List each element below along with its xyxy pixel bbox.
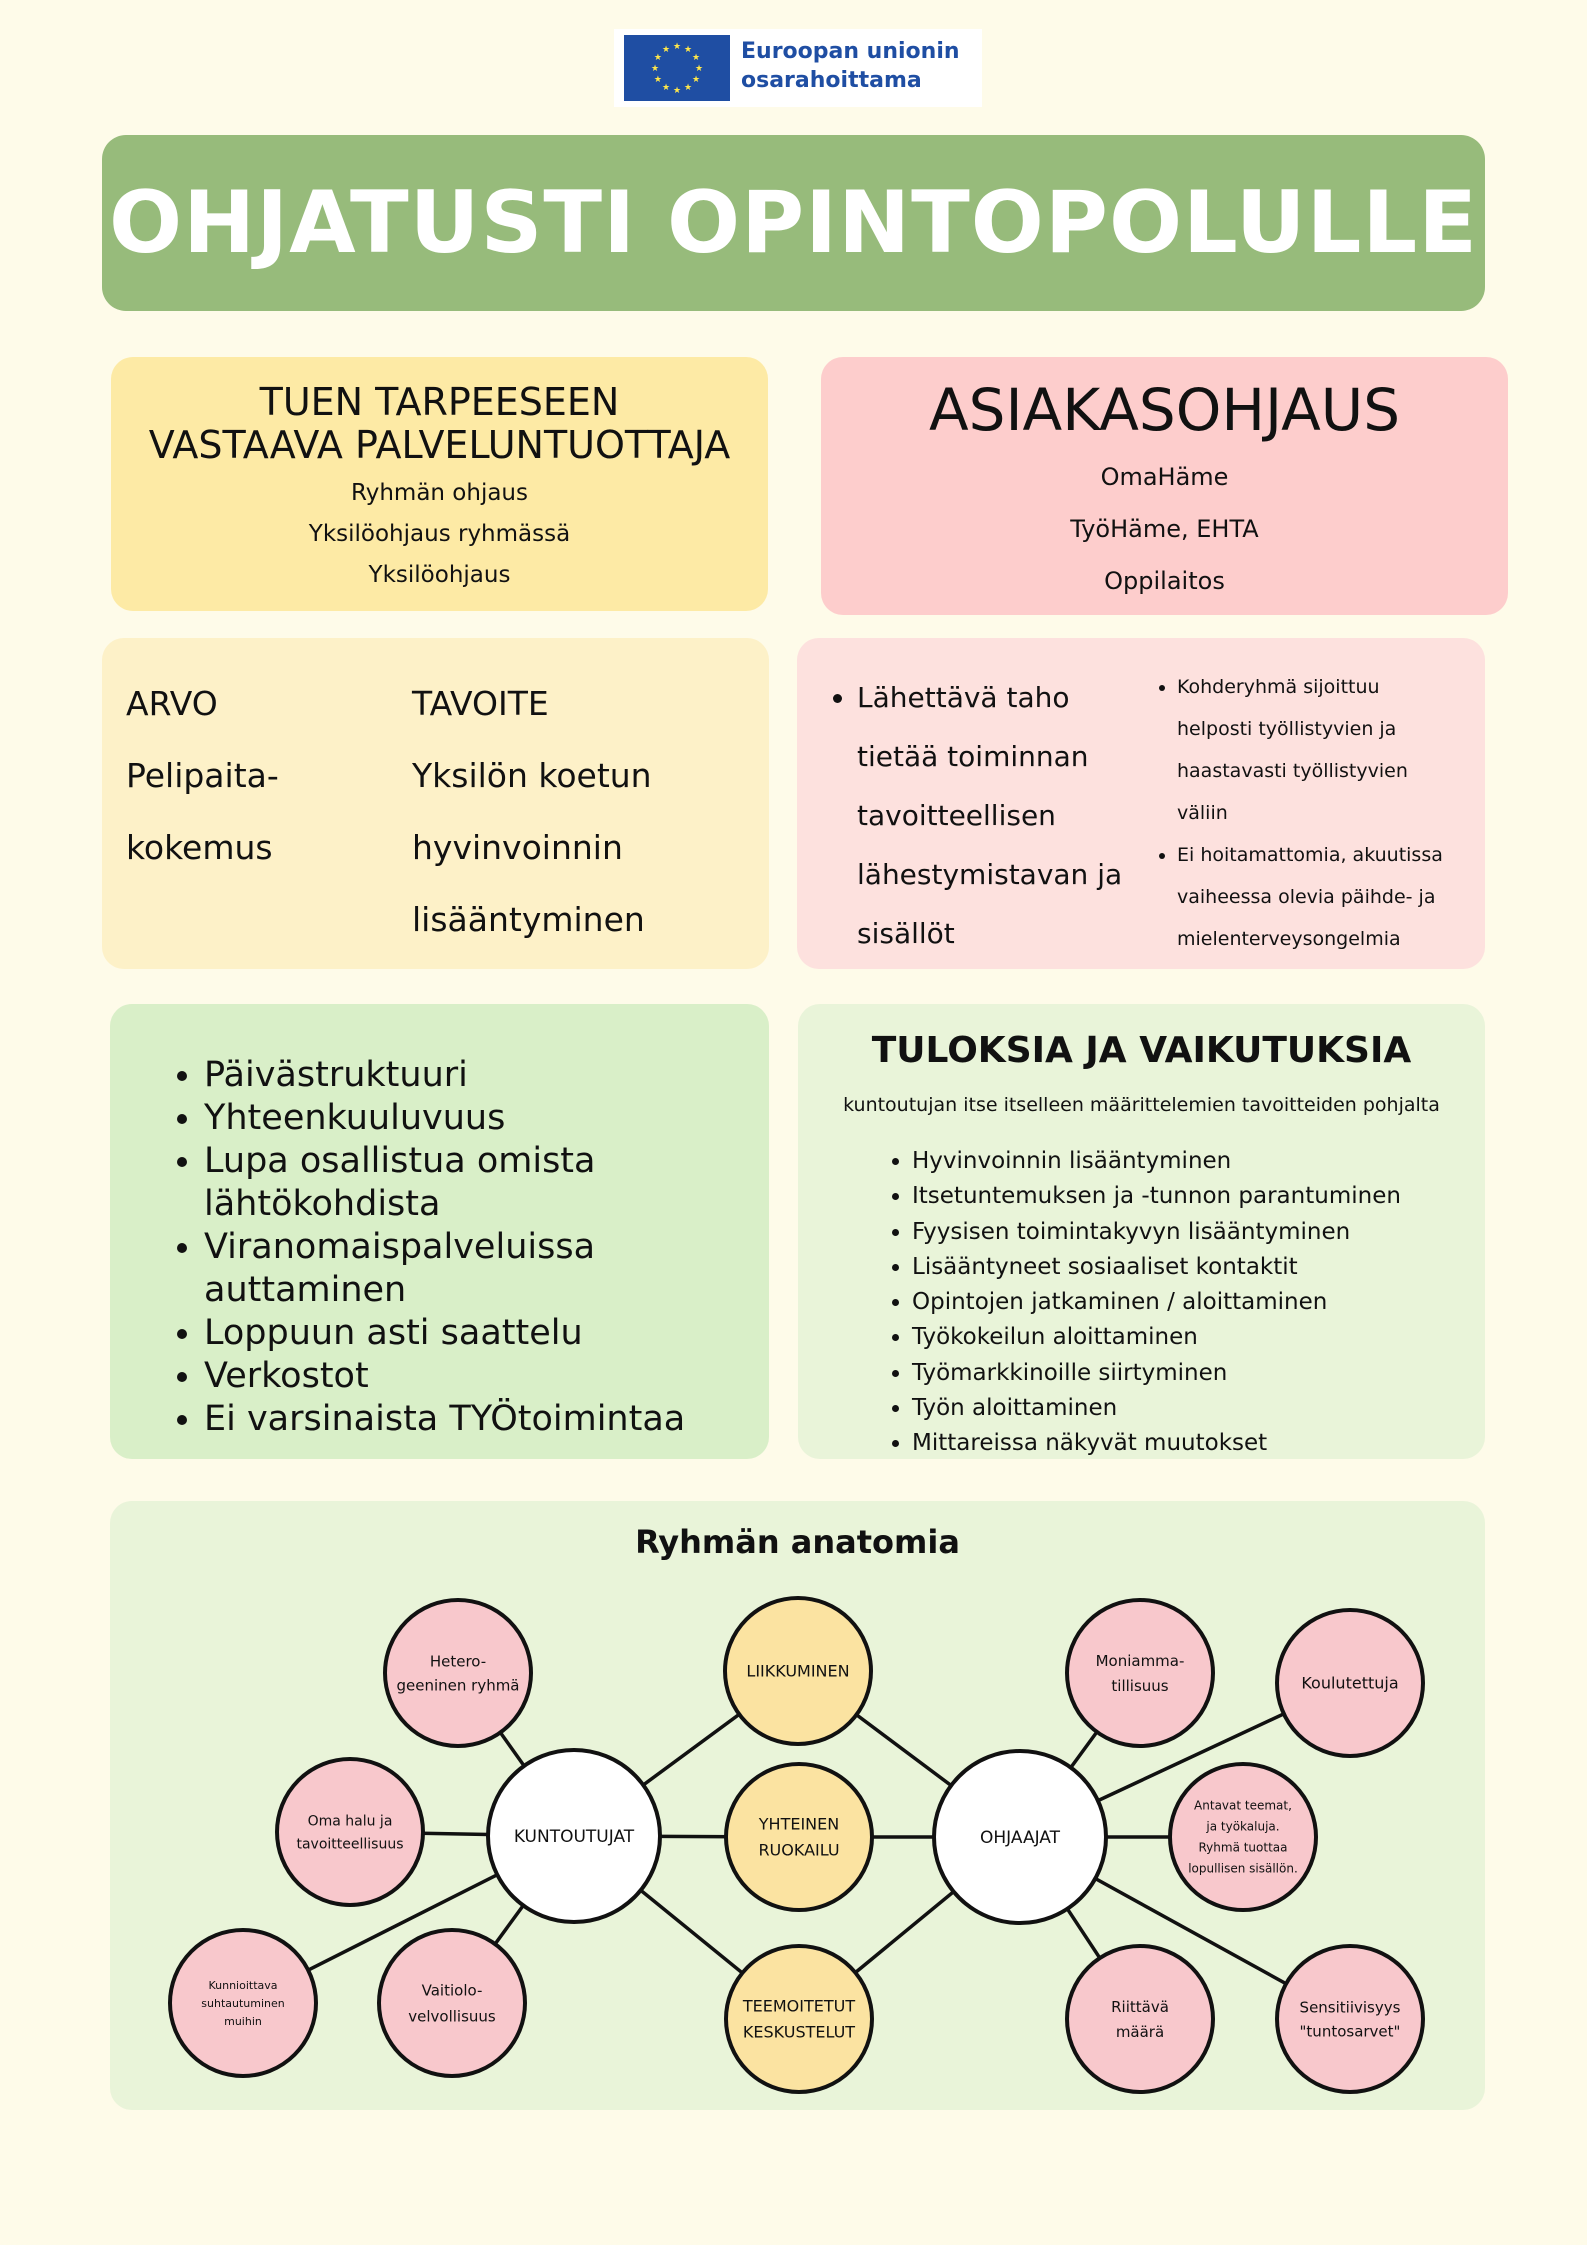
node-label: Riittävä <box>1111 1997 1169 2016</box>
node-circle <box>1067 1946 1213 2092</box>
node-kunnioitus <box>170 1930 316 2076</box>
result-item: • Työkokeilun aloittaminen <box>912 1320 1492 1355</box>
feature-line: Yhteenkuuluvuus <box>204 1098 506 1138</box>
node-label: Kunnioittava <box>208 1978 278 1992</box>
results-list <box>888 1144 1492 1462</box>
eu-star-icon: ★ <box>672 86 682 96</box>
title-banner <box>102 135 1485 311</box>
node-label: RUOKAILU <box>758 1840 840 1860</box>
target-group-item <box>1177 666 1497 834</box>
feature-item <box>204 1355 784 1398</box>
node-moniamma <box>1067 1600 1213 1746</box>
node-ruokailu <box>726 1764 872 1910</box>
client-guidance-card <box>821 357 1508 615</box>
eu-logo-line1: Euroopan unionin <box>741 39 960 64</box>
goal-line: hyvinvoinnin <box>412 828 623 867</box>
sender-item <box>857 668 1157 963</box>
provider-card <box>111 357 768 611</box>
result-item: • Lisääntyneet sosiaaliset kontaktit <box>912 1250 1492 1285</box>
feature-line: Lupa osallistua omista <box>204 1141 596 1181</box>
eu-star-icon: ★ <box>653 53 662 63</box>
client-guidance-heading: ASIAKASOHJAUS <box>928 376 1401 444</box>
page-title: OHJATUSTI OPINTOPOLULLE <box>109 173 1478 273</box>
value-line: Pelipaita- <box>126 756 279 795</box>
eu-flag-icon <box>624 35 730 101</box>
eu-cofunded-logo <box>614 29 982 107</box>
node-label: tavoitteellisuus <box>296 1836 404 1853</box>
sender-line: lähestymistavan ja <box>857 858 1123 891</box>
node-label: TEEMOITETUT <box>742 1996 856 2016</box>
result-item: • Hyvinvoinnin lisääntyminen <box>912 1144 1492 1179</box>
sender-line: Lähettävä taho <box>857 681 1070 714</box>
provider-items <box>111 473 768 596</box>
node-label: ja työkaluja. <box>1206 1819 1280 1834</box>
feature-line: Viranomaispalveluissa <box>204 1227 596 1267</box>
node-koulutettuja <box>1277 1610 1423 1756</box>
eu-star-icon: ★ <box>650 64 660 74</box>
provider-item: Ryhmän ohjaus <box>351 480 528 506</box>
eu-star-icon: ★ <box>692 53 701 63</box>
node-circle <box>379 1930 525 2076</box>
node-sensitiivisyys <box>1277 1946 1423 2092</box>
node-label: lopullisen sisällön. <box>1188 1861 1298 1876</box>
node-circle <box>1277 1946 1423 2092</box>
feature-line: Ei varsinaista TYÖtoimintaa <box>204 1399 686 1439</box>
node-circle <box>726 1946 872 2092</box>
node-keskustelut <box>726 1946 872 2092</box>
node-label: "tuntosarvet" <box>1299 2022 1401 2041</box>
node-label: Sensitiivisyys <box>1299 1998 1401 2017</box>
node-label: määrä <box>1115 2022 1165 2041</box>
feature-line: Loppuun asti saattelu <box>204 1313 583 1353</box>
feature-line: Päivästruktuuri <box>204 1055 468 1095</box>
results-card <box>798 1004 1485 1459</box>
node-label: Oma halu ja <box>307 1813 393 1830</box>
eu-star-icon: ★ <box>683 83 693 94</box>
eu-star-icon: ★ <box>661 44 671 55</box>
node-circle <box>277 1759 423 1905</box>
target-line: väliin <box>1177 802 1228 824</box>
eu-logo-text <box>741 37 960 95</box>
eu-star-icon: ★ <box>672 42 682 52</box>
provider-heading-line2: VASTAAVA PALVELUNTUOTTAJA <box>148 423 731 467</box>
node-circle <box>385 1600 531 1746</box>
value-column <box>126 668 386 884</box>
node-antavat <box>1170 1764 1316 1910</box>
eu-logo-line2: osarahoittama <box>741 68 922 93</box>
feature-item <box>204 1312 784 1355</box>
result-item: • Mittareissa näkyvät muutokset <box>912 1426 1492 1461</box>
node-label: Ryhmä tuottaa <box>1198 1840 1288 1855</box>
sender-line: tietää toiminnan <box>857 740 1089 773</box>
node-label: suhtautuminen <box>201 1996 285 2010</box>
node-label: geeninen ryhmä <box>396 1676 520 1695</box>
result-item: • Työmarkkinoille siirtyminen <box>912 1356 1492 1391</box>
anatomy-title: Ryhmän anatomia <box>635 1523 960 1561</box>
result-item: • Itsetuntemuksen ja -tunnon parantuminen <box>912 1179 1492 1214</box>
feature-item <box>204 1140 784 1226</box>
results-subheading: kuntoutujan itse itselleen määrittelemien tavoitteiden pohjalta <box>843 1094 1440 1116</box>
provider-heading <box>111 381 768 467</box>
node-omahalu <box>277 1759 423 1905</box>
provider-item: Yksilöohjaus <box>368 562 511 588</box>
features-card <box>110 1004 769 1459</box>
client-guidance-item: Oppilaitos <box>1104 567 1225 595</box>
sender-target-card <box>797 638 1485 969</box>
client-guidance-item: OmaHäme <box>1100 463 1229 491</box>
node-label: tillisuus <box>1111 1676 1169 1695</box>
provider-item: Yksilöohjaus ryhmässä <box>308 521 571 547</box>
node-circle <box>726 1764 872 1910</box>
target-line: haastavasti työllistyvien <box>1177 760 1408 782</box>
target-group-list <box>1153 666 1497 960</box>
node-label: muihin <box>224 2014 262 2028</box>
result-item: • Fyysisen toimintakyvyn lisääntyminen <box>912 1215 1492 1250</box>
goal-line: Yksilön koetun <box>412 756 652 795</box>
result-item: • Opintojen jatkaminen / aloittaminen <box>912 1285 1492 1320</box>
feature-item <box>204 1398 784 1441</box>
value-goal-card <box>102 638 769 969</box>
node-hetero <box>385 1600 531 1746</box>
node-label: Moniamma- <box>1095 1651 1185 1670</box>
client-guidance-item: TyöHäme, EHTA <box>1070 515 1259 543</box>
feature-line: lähtökohdista <box>204 1184 441 1224</box>
node-label: KESKUSTELUT <box>742 2022 856 2042</box>
value-label: ARVO <box>126 684 218 723</box>
node-vaitiolo <box>379 1930 525 2076</box>
goal-column <box>412 668 752 956</box>
node-label: velvollisuus <box>408 2007 496 2026</box>
target-line: vaiheessa olevia päihde- ja <box>1177 886 1436 908</box>
feature-item <box>204 1226 784 1312</box>
goal-label: TAVOITE <box>412 684 549 723</box>
feature-item <box>204 1097 784 1140</box>
result-item: • Työn aloittaminen <box>912 1391 1492 1426</box>
node-label: OHJAAJAT <box>979 1827 1061 1848</box>
feature-line: auttaminen <box>204 1270 407 1310</box>
value-line: kokemus <box>126 828 273 867</box>
features-list <box>176 1054 784 1441</box>
sender-line: tavoitteellisen <box>857 799 1056 832</box>
group-anatomy-card <box>110 1501 1485 2110</box>
eu-star-icon: ★ <box>661 83 671 94</box>
goal-line: lisääntyminen <box>412 900 645 939</box>
node-liikkuminen <box>725 1598 871 1744</box>
target-line: mielenterveysongelmia <box>1177 928 1401 950</box>
target-group-item <box>1177 834 1497 960</box>
provider-heading-line1: TUEN TARPEESEEN <box>259 380 620 424</box>
results-heading: TULOKSIA JA VAIKUTUKSIA <box>871 1030 1412 1071</box>
node-circle <box>1170 1764 1316 1910</box>
node-label: Antavat teemat, <box>1194 1798 1292 1813</box>
node-label: YHTEINEN <box>758 1814 840 1834</box>
node-riittava <box>1067 1946 1213 2092</box>
node-label: LIIKKUMINEN <box>746 1661 850 1681</box>
target-line: Kohderyhmä sijoittuu <box>1177 676 1380 698</box>
eu-star-icon: ★ <box>692 75 701 85</box>
node-label: Vaitiolo- <box>421 1981 483 2000</box>
node-label: Hetero- <box>429 1652 487 1671</box>
eu-star-icon: ★ <box>653 75 662 85</box>
feature-item <box>204 1054 784 1097</box>
target-line: Ei hoitamattomia, akuutissa <box>1177 844 1443 866</box>
anatomy-diagram <box>110 1501 1485 2110</box>
node-kuntoutujat <box>488 1750 660 1922</box>
sender-list <box>823 668 1157 963</box>
eu-star-icon: ★ <box>683 44 693 55</box>
node-ohjaajat <box>934 1751 1106 1923</box>
node-label: Koulutettuja <box>1301 1673 1399 1693</box>
client-guidance-items <box>821 451 1508 607</box>
target-line: helposti työllistyvien ja <box>1177 718 1397 740</box>
node-circle <box>1067 1600 1213 1746</box>
eu-star-icon: ★ <box>694 64 704 74</box>
feature-line: Verkostot <box>204 1356 369 1396</box>
node-label: KUNTOUTUJAT <box>513 1826 635 1847</box>
sender-line: sisällöt <box>857 917 955 950</box>
